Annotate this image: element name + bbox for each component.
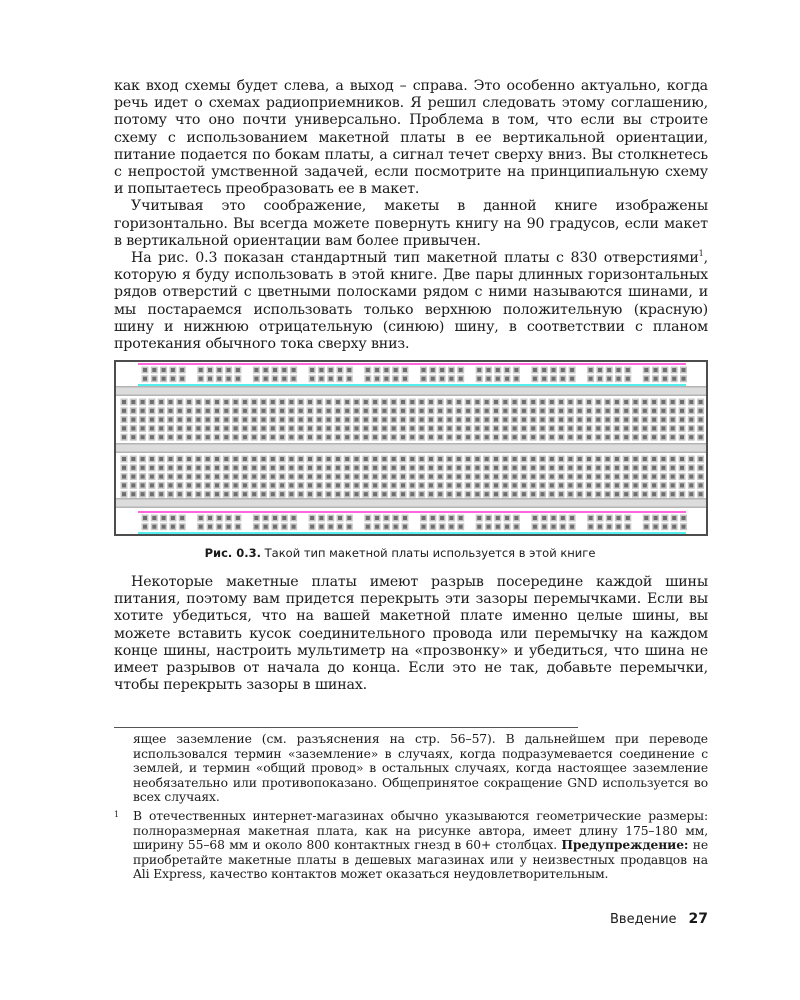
warning-text: не приобретайте макетные платы в дешевых магазинах или у неизвестных продавцов на Ali Express, качество контактов может оказаться неудовлетворительным. <box>133 838 708 882</box>
breadboard-figure <box>114 360 708 536</box>
page-number: 27 <box>688 911 708 927</box>
section-title: Введение <box>610 912 677 927</box>
footnote-text: В отечественных интернет-магазинах обычно указываются геометрические размеры: полноразмерная макетная плата, как на рисунке автора, имеет длину 175–180 мм, ширину 55–68 мм и около 800 контактных гнезд в 60+ столбцах. <box>133 808 708 853</box>
paragraph: Учитывая это соображение, макеты в данной книге изображены горизонтально. Вы всегда можете повернуть книгу на 90 градусов, если макет в вертикальной ориентации вам более привычен. <box>114 198 708 249</box>
paragraph <box>114 250 708 353</box>
footnote-text: ящее заземление (см. разъяснения на стр. 56–57). В дальнейшем при переводе использовался термин «заземление» в случаях, когда подразумевается соединение с землей, и термин «общий провод» в остальных случаях, когда настоящее заземление необязательно или противопоказано. Общепринятое сокращение GND используется во всех случаях. <box>133 732 708 805</box>
running-footer <box>610 911 708 927</box>
footnote-reference[interactable]: 1 <box>698 249 704 259</box>
figure-caption-text: Такой тип макетной платы используется в этой книге <box>261 546 596 560</box>
paragraph-text: , которую я буду использовать в этой книге. Две пары длинных горизонтальных рядов отверстий с цветными полосками рядом с ними называются шинами, и мы постараемся использовать только верхнюю положительную (красную) шину и нижнюю отрицательную (синюю) шину, в соответствии с планом протекания обычного тока сверху вниз. <box>114 250 708 353</box>
body-text-bottom <box>114 574 708 694</box>
figure-caption <box>0 546 800 560</box>
footnote-1 <box>114 809 708 882</box>
warning-label: Предупреждение: <box>561 837 689 853</box>
paragraph: как вход схемы будет слева, а выход – справа. Это особенно актуально, когда речь идет о схемах радиоприемников. Я решил следовать этому соглашению, потому что оно почти универсально. Проблема в том, что если вы строите схему с использованием макетной платы в ее вертикальной ориентации, питание подается по бокам платы, а сигнал течет сверху вниз. Вы столкнетесь с непростой умственной задачей, если посмотрите на принципиальную схему и попытаетесь преобразовать ее в макет. <box>114 78 708 198</box>
paragraph: Некоторые макетные платы имеют разрыв посередине каждой шины питания, поэтому вам придется перекрыть эти зазоры перемычками. Если вы хотите убедиться, что на вашей макетной плате именно целые шины, вы можете вставить кусок соединительного провода или перемычку на каждом конце шины, настроить мультиметр на «прозвонку» и убедиться, что шина не имеет разрывов от начала до конца. Если это не так, добавьте перемычки, чтобы перекрыть зазоры в шинах. <box>114 574 708 694</box>
footnote-separator <box>114 727 578 728</box>
paragraph-text: На рис. 0.3 показан стандартный тип макетной платы с 830 отверстиями <box>131 250 699 267</box>
footnotes <box>114 732 708 882</box>
footnote-mark: 1 <box>114 809 119 819</box>
figure-label: Рис. 0.3. <box>204 546 261 560</box>
body-text-top <box>114 78 708 353</box>
footnote-continued <box>114 732 708 805</box>
breadboard-illustration <box>116 362 706 534</box>
